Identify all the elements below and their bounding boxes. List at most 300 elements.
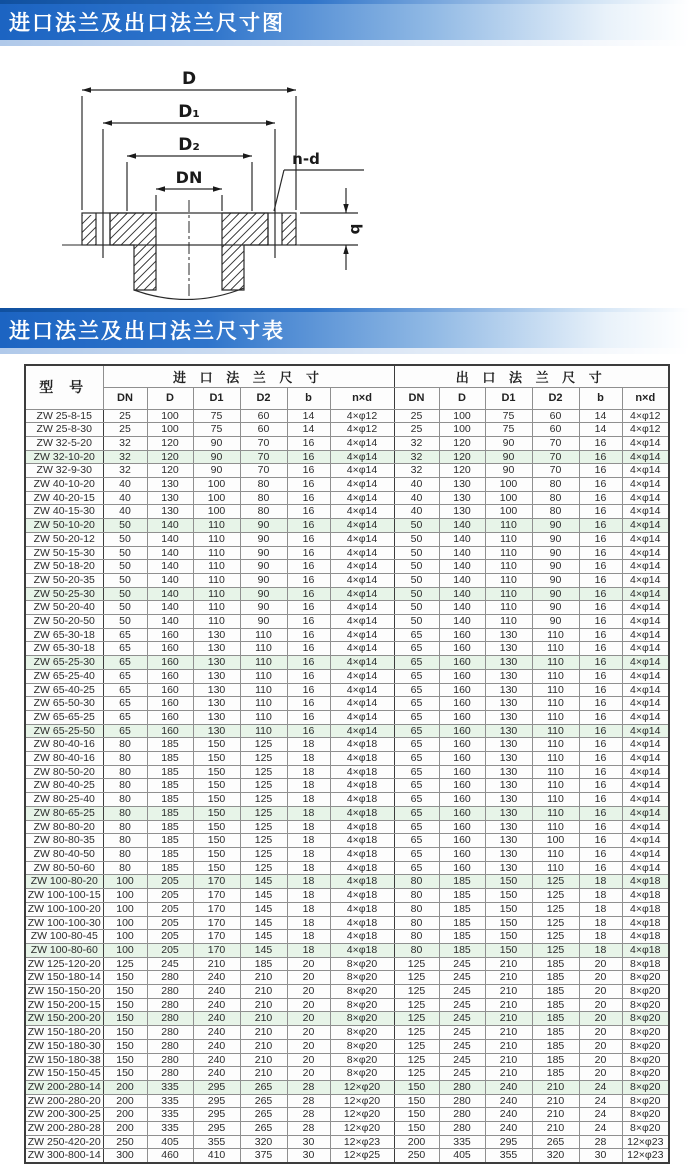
table-row	[25, 587, 669, 601]
dim-label-b: b	[347, 223, 365, 235]
cell-value: 4×φ14	[330, 628, 394, 642]
table-row	[25, 875, 669, 889]
cell-value: 125	[394, 998, 439, 1012]
cell-value: 80	[394, 875, 439, 889]
cell-value: 16	[579, 779, 622, 793]
table-row	[25, 546, 669, 560]
cell-value: 210	[485, 1039, 532, 1053]
cell-value: 170	[193, 943, 240, 957]
cell-value: 16	[287, 628, 330, 642]
cell-value: 14	[579, 409, 622, 423]
cell-value: 16	[579, 478, 622, 492]
cell-value: 4×φ18	[330, 779, 394, 793]
cell-value: 125	[240, 779, 287, 793]
cell-value: 65	[394, 697, 439, 711]
cell-value: 150	[103, 1026, 147, 1040]
cell-value: 8×φ20	[330, 985, 394, 999]
cell-value: 185	[532, 1026, 579, 1040]
cell-value: 110	[532, 820, 579, 834]
cell-value: 20	[579, 1053, 622, 1067]
cell-value: 65	[394, 724, 439, 738]
dim-label-d: D	[181, 69, 197, 89]
cell-value: 16	[579, 628, 622, 642]
cell-value: 40	[103, 478, 147, 492]
cell-value: 160	[439, 806, 485, 820]
cell-value: 145	[240, 943, 287, 957]
cell-model: ZW 65-25-40	[25, 669, 103, 683]
cell-value: 4×φ14	[622, 724, 669, 738]
cell-value: 140	[147, 519, 193, 533]
table-row	[25, 1053, 669, 1067]
table-row	[25, 889, 669, 903]
cell-value: 130	[485, 710, 532, 724]
cell-value: 100	[147, 409, 193, 423]
cell-value: 18	[579, 943, 622, 957]
cell-value: 4×φ14	[622, 683, 669, 697]
cell-value: 16	[287, 546, 330, 560]
cell-value: 140	[439, 532, 485, 546]
cell-value: 16	[579, 560, 622, 574]
cell-value: 210	[532, 1080, 579, 1094]
cell-value: 130	[147, 505, 193, 519]
cell-value: 125	[532, 875, 579, 889]
cell-value: 18	[287, 820, 330, 834]
cell-value: 280	[147, 1039, 193, 1053]
cell-value: 130	[193, 669, 240, 683]
cell-value: 14	[579, 423, 622, 437]
column-header-outlet-d2: D2	[532, 387, 579, 409]
cell-value: 8×φ20	[622, 1108, 669, 1122]
table-row	[25, 1108, 669, 1122]
cell-value: 185	[532, 1012, 579, 1026]
cell-value: 50	[394, 532, 439, 546]
cell-value: 14	[287, 423, 330, 437]
cell-value: 90	[485, 436, 532, 450]
cell-value: 4×φ14	[330, 683, 394, 697]
table-row	[25, 1012, 669, 1026]
cell-value: 90	[240, 615, 287, 629]
cell-value: 90	[240, 560, 287, 574]
cell-value: 32	[394, 436, 439, 450]
cell-value: 150	[103, 1053, 147, 1067]
cell-value: 185	[147, 779, 193, 793]
cell-value: 150	[485, 889, 532, 903]
cell-value: 210	[532, 1122, 579, 1136]
cell-value: 150	[193, 806, 240, 820]
cell-value: 205	[147, 875, 193, 889]
cell-value: 8×φ20	[330, 1012, 394, 1026]
cell-value: 18	[287, 889, 330, 903]
cell-value: 100	[485, 478, 532, 492]
cell-value: 50	[394, 601, 439, 615]
table-row	[25, 834, 669, 848]
cell-value: 4×φ14	[622, 642, 669, 656]
cell-value: 90	[532, 532, 579, 546]
cell-value: 240	[193, 1039, 240, 1053]
cell-model: ZW 100-100-15	[25, 889, 103, 903]
cell-value: 375	[240, 1149, 287, 1163]
cell-value: 125	[532, 930, 579, 944]
cell-value: 20	[287, 985, 330, 999]
cell-value: 150	[193, 834, 240, 848]
table-row	[25, 1135, 669, 1149]
cell-value: 4×φ18	[330, 820, 394, 834]
cell-value: 110	[240, 628, 287, 642]
cell-value: 125	[394, 985, 439, 999]
cell-value: 4×φ18	[330, 738, 394, 752]
cell-value: 4×φ14	[622, 436, 669, 450]
cell-value: 210	[485, 971, 532, 985]
cell-value: 8×φ20	[622, 971, 669, 985]
cell-value: 65	[103, 669, 147, 683]
cell-value: 65	[394, 683, 439, 697]
cell-value: 70	[532, 450, 579, 464]
cell-value: 4×φ18	[330, 861, 394, 875]
cell-value: 160	[147, 697, 193, 711]
cell-model: ZW 150-150-20	[25, 985, 103, 999]
table-row	[25, 683, 669, 697]
cell-value: 12×φ25	[330, 1149, 394, 1163]
cell-value: 110	[532, 669, 579, 683]
cell-value: 40	[394, 505, 439, 519]
cell-value: 205	[147, 889, 193, 903]
cell-value: 210	[532, 1108, 579, 1122]
cell-value: 8×φ20	[622, 1122, 669, 1136]
cell-value: 170	[193, 889, 240, 903]
cell-value: 16	[287, 656, 330, 670]
cell-value: 16	[579, 464, 622, 478]
cell-value: 4×φ14	[622, 505, 669, 519]
cell-value: 145	[240, 930, 287, 944]
cell-value: 125	[394, 1067, 439, 1081]
cell-model: ZW 40-15-30	[25, 505, 103, 519]
cell-value: 16	[287, 601, 330, 615]
cell-value: 130	[485, 820, 532, 834]
cell-value: 50	[394, 615, 439, 629]
cell-value: 125	[103, 957, 147, 971]
cell-value: 130	[193, 724, 240, 738]
cell-value: 28	[287, 1122, 330, 1136]
table-row	[25, 436, 669, 450]
column-header-outlet-d1: D1	[485, 387, 532, 409]
cell-value: 160	[439, 820, 485, 834]
column-group-inlet: 进 口 法 兰 尺 寸	[103, 365, 394, 387]
cell-value: 130	[485, 724, 532, 738]
cell-value: 4×φ18	[330, 916, 394, 930]
cell-model: ZW 50-20-40	[25, 601, 103, 615]
cell-value: 125	[240, 738, 287, 752]
cell-value: 65	[394, 642, 439, 656]
cell-value: 4×φ18	[622, 889, 669, 903]
column-header-model: 型 号	[25, 365, 103, 409]
cell-model: ZW 50-18-20	[25, 560, 103, 574]
cell-value: 140	[147, 573, 193, 587]
cell-value: 4×φ18	[622, 930, 669, 944]
cell-value: 140	[439, 601, 485, 615]
cell-value: 110	[532, 710, 579, 724]
cell-value: 8×φ20	[330, 957, 394, 971]
table-row	[25, 560, 669, 574]
cell-value: 120	[439, 464, 485, 478]
cell-value: 150	[394, 1122, 439, 1136]
cell-value: 8×φ20	[330, 971, 394, 985]
cell-value: 245	[439, 998, 485, 1012]
cell-value: 100	[103, 930, 147, 944]
cell-value: 125	[240, 806, 287, 820]
cell-model: ZW 150-180-14	[25, 971, 103, 985]
table-row	[25, 450, 669, 464]
cell-value: 160	[439, 628, 485, 642]
cell-value: 355	[193, 1135, 240, 1149]
cell-value: 210	[485, 1053, 532, 1067]
cell-value: 130	[485, 848, 532, 862]
cell-value: 12×φ20	[330, 1080, 394, 1094]
cell-value: 4×φ18	[622, 943, 669, 957]
cell-value: 210	[240, 1067, 287, 1081]
cell-value: 4×φ14	[622, 848, 669, 862]
cell-value: 335	[147, 1080, 193, 1094]
cell-value: 140	[147, 601, 193, 615]
cell-value: 160	[439, 738, 485, 752]
cell-value: 245	[439, 957, 485, 971]
column-header-inlet-d: D	[147, 387, 193, 409]
cell-value: 24	[579, 1080, 622, 1094]
cell-value: 160	[439, 683, 485, 697]
cell-value: 160	[147, 628, 193, 642]
cell-value: 140	[439, 573, 485, 587]
cell-value: 125	[240, 820, 287, 834]
cell-value: 130	[439, 491, 485, 505]
cell-value: 200	[394, 1135, 439, 1149]
cell-value: 80	[394, 889, 439, 903]
cell-value: 160	[147, 724, 193, 738]
cell-value: 160	[439, 697, 485, 711]
cell-value: 100	[193, 478, 240, 492]
cell-value: 405	[147, 1135, 193, 1149]
cell-value: 125	[240, 861, 287, 875]
cell-model: ZW 50-20-12	[25, 532, 103, 546]
cell-value: 185	[439, 930, 485, 944]
cell-value: 20	[579, 1026, 622, 1040]
cell-value: 50	[394, 573, 439, 587]
cell-value: 110	[193, 560, 240, 574]
cell-value: 65	[394, 738, 439, 752]
cell-value: 150	[193, 820, 240, 834]
cell-value: 205	[147, 943, 193, 957]
column-header-outlet-nxd: n×d	[622, 387, 669, 409]
cell-value: 18	[579, 875, 622, 889]
cell-value: 150	[485, 916, 532, 930]
cell-value: 185	[532, 971, 579, 985]
cell-value: 160	[439, 656, 485, 670]
cell-model: ZW 250-420-20	[25, 1135, 103, 1149]
cell-value: 335	[147, 1094, 193, 1108]
cell-value: 240	[193, 971, 240, 985]
cell-value: 210	[240, 971, 287, 985]
cell-value: 4×φ14	[330, 505, 394, 519]
cell-value: 28	[287, 1080, 330, 1094]
cell-value: 20	[287, 1053, 330, 1067]
cell-value: 80	[103, 848, 147, 862]
cell-value: 4×φ14	[330, 464, 394, 478]
cell-value: 65	[103, 710, 147, 724]
section-title-diagram: 进口法兰及出口法兰尺寸图	[9, 12, 285, 35]
cell-model: ZW 25-8-15	[25, 409, 103, 423]
table-row	[25, 971, 669, 985]
table-row	[25, 505, 669, 519]
cell-value: 130	[485, 669, 532, 683]
cell-value: 125	[394, 971, 439, 985]
cell-value: 245	[439, 1053, 485, 1067]
cell-value: 185	[439, 902, 485, 916]
cell-value: 130	[485, 793, 532, 807]
cell-value: 12×φ23	[330, 1135, 394, 1149]
cell-value: 160	[147, 656, 193, 670]
cell-value: 185	[147, 765, 193, 779]
cell-value: 4×φ14	[622, 752, 669, 766]
cell-value: 110	[485, 601, 532, 615]
table-row	[25, 423, 669, 437]
cell-value: 110	[193, 573, 240, 587]
cell-value: 4×φ18	[330, 875, 394, 889]
cell-value: 160	[439, 765, 485, 779]
cell-value: 16	[579, 532, 622, 546]
cell-value: 12×φ20	[330, 1122, 394, 1136]
cell-value: 185	[147, 752, 193, 766]
cell-value: 90	[240, 573, 287, 587]
cell-value: 120	[147, 450, 193, 464]
cell-value: 30	[287, 1135, 330, 1149]
cell-value: 65	[394, 861, 439, 875]
cell-value: 16	[287, 560, 330, 574]
cell-value: 335	[147, 1108, 193, 1122]
dim-label-d2: D₂	[178, 135, 200, 155]
cell-value: 50	[103, 615, 147, 629]
cell-value: 80	[532, 491, 579, 505]
cell-value: 160	[439, 752, 485, 766]
cell-value: 125	[532, 889, 579, 903]
cell-model: ZW 50-10-20	[25, 519, 103, 533]
cell-value: 4×φ14	[330, 724, 394, 738]
cell-value: 240	[485, 1080, 532, 1094]
cell-value: 140	[439, 615, 485, 629]
cell-value: 32	[394, 464, 439, 478]
cell-value: 75	[193, 423, 240, 437]
cell-value: 185	[439, 889, 485, 903]
cell-value: 150	[394, 1080, 439, 1094]
cell-value: 4×φ18	[622, 902, 669, 916]
cell-model: ZW 300-800-14	[25, 1149, 103, 1163]
cell-value: 16	[579, 436, 622, 450]
cell-value: 16	[579, 710, 622, 724]
cell-value: 295	[485, 1135, 532, 1149]
cell-value: 8×φ20	[622, 1026, 669, 1040]
cell-value: 160	[147, 669, 193, 683]
cell-value: 4×φ18	[622, 916, 669, 930]
cell-value: 110	[532, 697, 579, 711]
cell-value: 4×φ14	[622, 560, 669, 574]
cell-value: 125	[394, 957, 439, 971]
cell-value: 130	[193, 628, 240, 642]
cell-value: 16	[287, 436, 330, 450]
cell-value: 14	[287, 409, 330, 423]
cell-value: 145	[240, 916, 287, 930]
cell-value: 16	[287, 532, 330, 546]
table-row	[25, 765, 669, 779]
cell-value: 16	[579, 669, 622, 683]
cell-value: 4×φ14	[622, 806, 669, 820]
cell-value: 100	[193, 505, 240, 519]
cell-value: 65	[394, 752, 439, 766]
cell-value: 16	[579, 820, 622, 834]
cell-value: 18	[287, 861, 330, 875]
cell-value: 245	[439, 1026, 485, 1040]
cell-value: 12×φ23	[622, 1135, 669, 1149]
cell-value: 130	[439, 478, 485, 492]
cell-value: 110	[532, 779, 579, 793]
cell-value: 100	[532, 834, 579, 848]
cell-value: 4×φ14	[622, 587, 669, 601]
cell-value: 90	[240, 532, 287, 546]
cell-value: 110	[532, 752, 579, 766]
cell-value: 205	[147, 902, 193, 916]
table-row	[25, 628, 669, 642]
cell-value: 50	[394, 587, 439, 601]
column-header-inlet-dn: DN	[103, 387, 147, 409]
cell-value: 60	[240, 423, 287, 437]
cell-value: 16	[287, 697, 330, 711]
cell-value: 32	[103, 436, 147, 450]
cell-value: 245	[439, 1039, 485, 1053]
cell-value: 100	[147, 423, 193, 437]
table-row	[25, 820, 669, 834]
cell-value: 150	[193, 738, 240, 752]
cell-value: 16	[579, 450, 622, 464]
cell-value: 40	[103, 491, 147, 505]
cell-value: 150	[193, 752, 240, 766]
cell-value: 140	[147, 546, 193, 560]
cell-value: 145	[240, 902, 287, 916]
cell-value: 185	[147, 848, 193, 862]
cell-value: 65	[394, 779, 439, 793]
cell-value: 20	[287, 1012, 330, 1026]
cell-value: 20	[287, 971, 330, 985]
cell-value: 90	[532, 615, 579, 629]
cell-value: 110	[240, 656, 287, 670]
cell-value: 30	[287, 1149, 330, 1163]
cell-model: ZW 100-80-45	[25, 930, 103, 944]
cell-value: 110	[240, 724, 287, 738]
cell-value: 320	[240, 1135, 287, 1149]
table-row	[25, 669, 669, 683]
cell-value: 120	[147, 436, 193, 450]
cell-value: 20	[579, 1012, 622, 1026]
cell-value: 4×φ12	[330, 423, 394, 437]
cell-value: 90	[532, 546, 579, 560]
cell-model: ZW 40-10-20	[25, 478, 103, 492]
cell-value: 240	[193, 1067, 240, 1081]
cell-model: ZW 150-180-20	[25, 1026, 103, 1040]
cell-value: 170	[193, 902, 240, 916]
cell-value: 60	[532, 423, 579, 437]
cell-value: 110	[532, 861, 579, 875]
cell-value: 4×φ14	[622, 793, 669, 807]
cell-value: 185	[240, 957, 287, 971]
cell-value: 125	[394, 1012, 439, 1026]
cell-value: 210	[240, 1026, 287, 1040]
cell-value: 160	[439, 642, 485, 656]
cell-value: 16	[579, 752, 622, 766]
